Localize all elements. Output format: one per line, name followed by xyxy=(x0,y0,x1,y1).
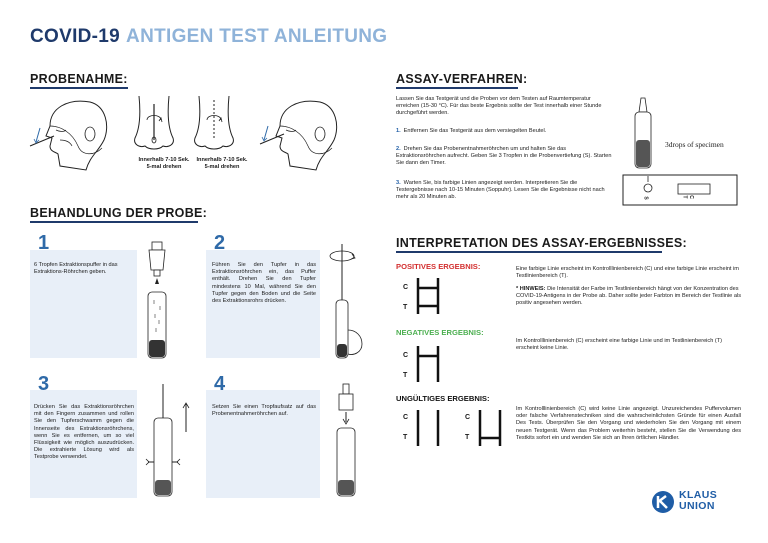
logo-line-2: UNION xyxy=(679,500,715,512)
assay-intro: Lassen Sie das Testgerät und die Proben vor dem Testen auf Raumtemperatur erreichen (15-30 °C). Für das beste Ergebnis sollte der Test innerhalb einer Stunde durchgeführt werden. xyxy=(396,96,602,117)
probenahme-caption-1 xyxy=(134,157,194,171)
caption-2-line-1: Innerhalb 7-10 Sek. xyxy=(196,157,248,163)
assay-step-2 xyxy=(396,146,614,168)
positive-note xyxy=(516,286,741,308)
assay-step-2-text: Drehen Sie das Probenentnahmeröhrchen um und halten Sie das Extraktionsröhrchen aufrecht. Geben Sie 3 Tropfen in die Probenvertiefung (S). Starten Sie dann den Timer. xyxy=(396,146,612,167)
face-swab-illustration-left xyxy=(28,96,113,174)
probenahme-heading: PROBENAHME: xyxy=(30,72,128,86)
logo-line-1: KLAUS xyxy=(679,489,718,501)
assay-step-1-number: 1. xyxy=(396,128,401,134)
negative-result-lines xyxy=(414,344,444,384)
assay-step-2-number: 2. xyxy=(396,146,401,152)
caption-1-line-1: Innerhalb 7-10 Sek. xyxy=(138,157,190,163)
invalid-text: Im Kontrolllinienbereich (C) wird keine Linie angezeigt. Unzureichendes Puffervolumen oder falsche Verfahrenstechniken sind die wahrscheinlichsten Gründe für einen Ausfall Des Tests. Überprüfen Sie den Vorgang und wiederholen Sie den Vorgang mit einem neuen Testgerät. Wenn das Problem weiterhin besteht, stellen Sie die Verwendung des Testkits sofort ein und wenden Sie sich an Ihren örtlichen Händler. xyxy=(516,406,741,441)
page-title xyxy=(30,26,387,48)
caption-2-line-2: 5-mal drehen xyxy=(204,164,240,170)
positive-text: Eine farbige Linie erscheint im Kontrolllinienbereich (C) und eine farbige Linie erscheint im Testlinienbereich (T). xyxy=(516,266,739,280)
positive-note-label: * HINWEIS: xyxy=(516,286,546,292)
interpretation-heading: INTERPRETATION DES ASSAY-ERGEBNISSES: xyxy=(396,236,688,250)
dropper-cap-illustration xyxy=(330,382,362,500)
assay-step-1-text: Entfernen Sie das Testgerät aus dem versiegelten Beutel. xyxy=(403,128,547,134)
invalid-result-lines-1 xyxy=(414,408,444,448)
nose-diagram-2 xyxy=(193,96,238,156)
assay-heading: ASSAY-VERFAHREN: xyxy=(396,72,528,86)
invalid-result-lines-2 xyxy=(476,408,506,448)
positive-t-label: T xyxy=(403,304,408,311)
face-swab-illustration-right xyxy=(258,96,343,174)
assay-step-3 xyxy=(396,180,614,202)
title-part1: COVID-19 xyxy=(30,26,121,47)
behandlung-underline xyxy=(30,221,198,223)
invalid-c-label-1: C xyxy=(403,414,409,421)
step-3-text: Drücken Sie das Extraktionsröhrchen mit den Fingern zusammen und rollen Sie den Tupferschwamm gegen die Innenseite des Extraktionsröhrchens, wenn Sie es entfernen, um so viel Flüssigkeit wie möglich auszudrücken. Die extrahierte Lösung wird als Testprobe verwendet. xyxy=(34,404,134,461)
assay-underline xyxy=(396,87,518,89)
dropper-tube-assay-illustration xyxy=(622,96,662,176)
logo-text xyxy=(679,490,717,512)
invalid-label: UNGÜLTIGES ERGEBNIS: xyxy=(396,394,490,403)
logo-mark-icon xyxy=(651,490,675,514)
invalid-t-label-2: T xyxy=(465,434,470,441)
probenahme-caption-2 xyxy=(192,157,252,171)
assay-step-1 xyxy=(396,128,614,135)
dropper-bottle-illustration xyxy=(142,240,172,360)
interpretation-underline xyxy=(396,251,662,253)
step-3-number: 3 xyxy=(38,373,50,395)
assay-step-3-number: 3. xyxy=(396,180,401,186)
step-4-number: 4 xyxy=(214,373,226,395)
negative-text: Im Kontrolllinienbereich (C) erscheint eine farbige Linie und im Testlinienbereich (T) erscheint keine Linie. xyxy=(516,338,723,352)
cassette-c-label: C xyxy=(687,195,694,199)
squeeze-tube-illustration xyxy=(146,382,196,500)
positive-result-lines xyxy=(414,276,444,316)
cassette-s-label: S xyxy=(642,196,649,200)
step-1-text: 6 Tropfen Extraktionspuffer in das Extraktions-Röhrchen geben. xyxy=(34,262,118,276)
test-cassette-illustration xyxy=(622,174,740,208)
negative-t-label: T xyxy=(403,372,408,379)
behandlung-heading: BEHANDLUNG DER PROBE: xyxy=(30,206,208,220)
drops-label: 3drops of specimen xyxy=(665,140,724,149)
invalid-t-label-1: T xyxy=(403,434,408,441)
step-2-number: 2 xyxy=(214,232,226,254)
title-part2: ANTIGEN TEST ANLEITUNG xyxy=(126,26,388,47)
invalid-c-label-2: C xyxy=(465,414,471,421)
step-4-text: Setzen Sie einen Tropfaufsatz auf das Probenentnahmeröhrchen auf. xyxy=(212,404,316,418)
step-2-text: Führen Sie den Tupfer in das Extraktionsröhrchen ein, das Puffer enthält. Drehen Sie den Tupfer mindestens 10 Mal, während Sie den Tupfer gegen den Boden und die Seite des Extraktionsrohrs drücken. xyxy=(212,262,316,305)
step-1-number: 1 xyxy=(38,232,50,254)
positive-c-label: C xyxy=(403,284,409,291)
positive-note-text: Die Intensität der Farbe im Testlinienbereich hängt von der Konzentration des COVID-19-Antigens in der Probe ab. Daher sollte jeder Farbton im Bereich der Testlinie als positiv angesehen werden. xyxy=(516,286,741,307)
swab-rotation-illustration xyxy=(324,240,366,365)
klaus-union-logo xyxy=(651,490,741,514)
probenahme-underline xyxy=(30,87,128,89)
nose-diagram-1 xyxy=(133,96,178,156)
negative-label: NEGATIVES ERGEBNIS: xyxy=(396,328,484,337)
cassette-t-label: T xyxy=(681,195,688,199)
caption-1-line-2: 5-mal drehen xyxy=(146,164,182,170)
negative-c-label: C xyxy=(403,352,409,359)
assay-step-3-text: Warten Sie, bis farbige Linien angezeigt werden. Interpretieren Sie die Testergebnisse nach 10-15 Minuten (Soppuhr). Lesen Sie die Ergebnisse nicht nach mehr als 20 Minuten ab. xyxy=(396,180,605,201)
positive-label: POSITIVES ERGEBNIS: xyxy=(396,262,481,271)
